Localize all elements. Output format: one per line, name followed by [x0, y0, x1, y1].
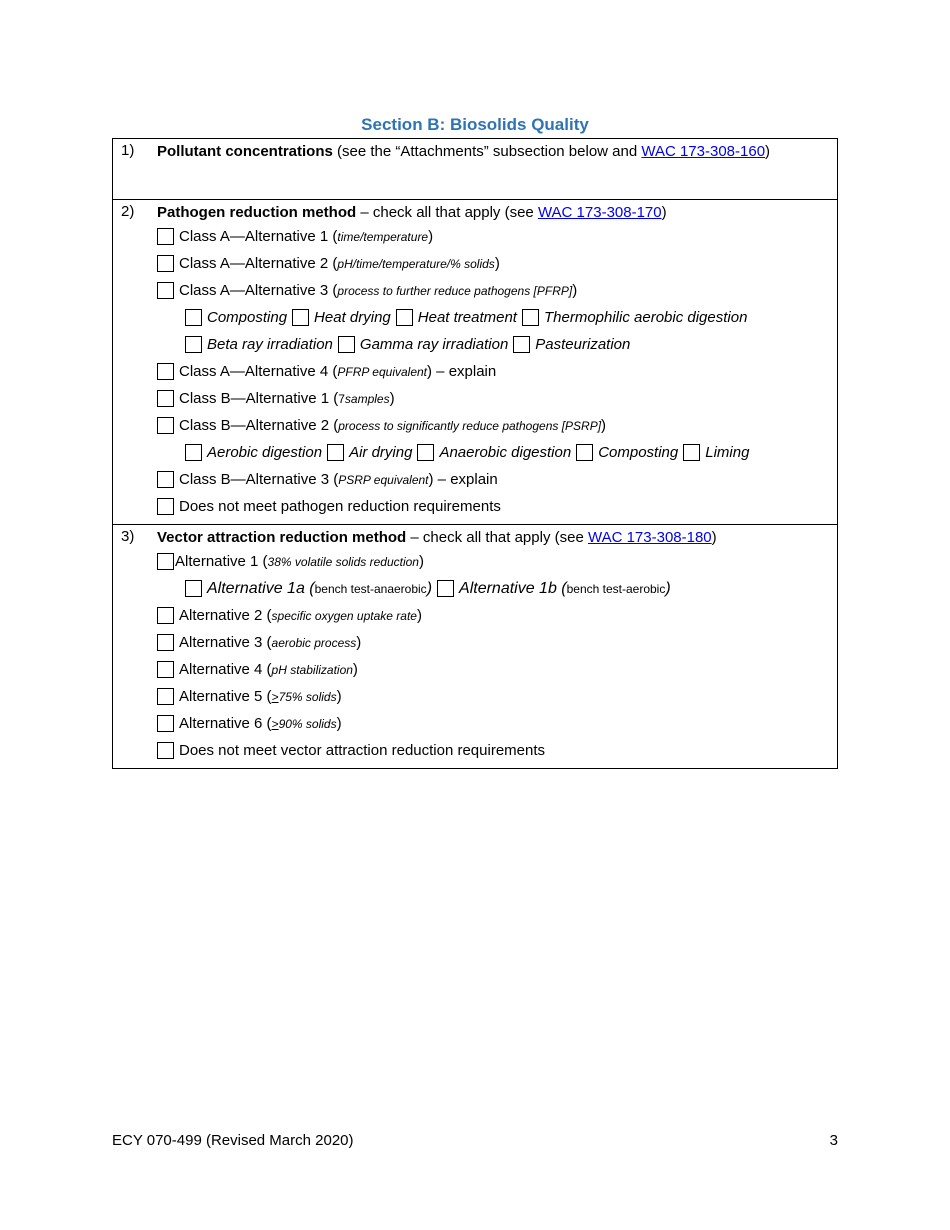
pasteurization-checkbox[interactable] — [513, 336, 530, 353]
class-b-alt2-option: Class B—Alternative 2 ( process to significantly reduce pathogens [PSRP] ) — [157, 412, 837, 439]
psrp-options-row: Aerobic digestion Air drying Anaerobic digestion Composting Liming — [157, 439, 837, 466]
section-number: 2) — [113, 200, 152, 525]
class-a-alt4-checkbox[interactable] — [157, 363, 174, 380]
section-title: Section B: Biosolids Quality — [361, 115, 589, 134]
vector-alt3-checkbox[interactable] — [157, 634, 174, 651]
vector-alt1-sub-options: Alternative 1a ( bench test-anaerobic ) Alternative 1b ( bench test-aerobic ) — [157, 575, 837, 602]
pathogen-not-met-checkbox[interactable] — [157, 498, 174, 515]
wac-180-link[interactable]: WAC 173-308-180 — [587, 529, 712, 546]
alt1b-checkbox[interactable] — [437, 580, 454, 597]
vector-alt3-option: Alternative 3 ( aerobic process ) — [157, 629, 837, 656]
gamma-ray-irradiation-checkbox[interactable] — [338, 336, 355, 353]
anaerobic-digestion-checkbox[interactable] — [417, 444, 434, 461]
vector-alt6-option: Alternative 6 ( > 90% solids ) — [157, 710, 837, 737]
wac-160-link[interactable]: WAC 173-308-160 — [641, 143, 766, 160]
class-a-alt3-option: Class A—Alternative 3 ( process to further reduce pathogens [PFRP] ) — [157, 277, 837, 304]
vector-alt2-checkbox[interactable] — [157, 607, 174, 624]
vector-alt1-option: Alternative 1 ( 38% volatile solids reduction ) — [157, 548, 837, 575]
class-a-alt1-checkbox[interactable] — [157, 228, 174, 245]
wac-170-link[interactable]: WAC 173-308-170 — [537, 204, 662, 221]
vector-alt5-checkbox[interactable] — [157, 688, 174, 705]
vector-alt4-checkbox[interactable] — [157, 661, 174, 678]
psrp-composting-checkbox[interactable] — [576, 444, 593, 461]
pathogen-section — [113, 200, 838, 525]
pollutant-heading: Pollutant concentrations (see the “Attachments” subsection below and WAC 173-308-160) — [157, 143, 771, 160]
pollutant-section — [113, 139, 838, 200]
beta-ray-irradiation-checkbox[interactable] — [185, 336, 202, 353]
vector-alt6-checkbox[interactable] — [157, 715, 174, 732]
pathogen-not-met-option: Does not meet pathogen reduction requirements — [157, 493, 837, 520]
heat-treatment-checkbox[interactable] — [396, 309, 413, 326]
class-b-alt2-checkbox[interactable] — [157, 417, 174, 434]
vector-alt4-option: Alternative 4 ( pH stabilization ) — [157, 656, 837, 683]
class-a-alt1-option: Class A—Alternative 1 ( time/temperature ) — [157, 223, 837, 250]
page-number: 3 — [829, 1132, 838, 1149]
class-a-alt4-option: Class A—Alternative 4 ( PFRP equivalent ) – explain — [157, 358, 837, 385]
vector-section — [113, 525, 838, 769]
aerobic-digestion-checkbox[interactable] — [185, 444, 202, 461]
section-number: 3) — [113, 525, 152, 769]
vector-heading: Vector attraction reduction method – check all that apply (see WAC 173-308-180) — [157, 529, 717, 546]
class-b-alt1-checkbox[interactable] — [157, 390, 174, 407]
vector-alt5-option: Alternative 5 ( > 75% solids ) — [157, 683, 837, 710]
composting-checkbox[interactable] — [185, 309, 202, 326]
air-drying-checkbox[interactable] — [327, 444, 344, 461]
class-a-alt3-checkbox[interactable] — [157, 282, 174, 299]
class-a-alt2-option: Class A—Alternative 2 ( pH/time/temperature/% solids ) — [157, 250, 837, 277]
vector-alt2-option: Alternative 2 ( specific oxygen uptake rate ) — [157, 602, 837, 629]
biosolids-quality-table — [112, 138, 838, 769]
form-number: ECY 070-499 (Revised March 2020) — [112, 1132, 354, 1149]
vector-not-met-option: Does not meet vector attraction reduction requirements — [157, 737, 837, 764]
section-number: 1) — [113, 139, 152, 200]
class-b-alt1-option: Class B—Alternative 1 ( 7 samples ) — [157, 385, 837, 412]
vector-alt1-checkbox[interactable] — [157, 553, 174, 570]
pfrp-options-row2: Beta ray irradiation Gamma ray irradiation Pasteurization — [157, 331, 837, 358]
liming-checkbox[interactable] — [683, 444, 700, 461]
thermophilic-aerobic-digestion-checkbox[interactable] — [522, 309, 539, 326]
heat-drying-checkbox[interactable] — [292, 309, 309, 326]
pathogen-heading: Pathogen reduction method – check all that apply (see WAC 173-308-170) — [157, 204, 667, 221]
class-b-alt3-checkbox[interactable] — [157, 471, 174, 488]
alt1a-checkbox[interactable] — [185, 580, 202, 597]
vector-not-met-checkbox[interactable] — [157, 742, 174, 759]
pfrp-options-row1: Composting Heat drying Heat treatment Thermophilic aerobic digestion — [157, 304, 837, 331]
class-b-alt3-option: Class B—Alternative 3 ( PSRP equivalent ) – explain — [157, 466, 837, 493]
class-a-alt2-checkbox[interactable] — [157, 255, 174, 272]
